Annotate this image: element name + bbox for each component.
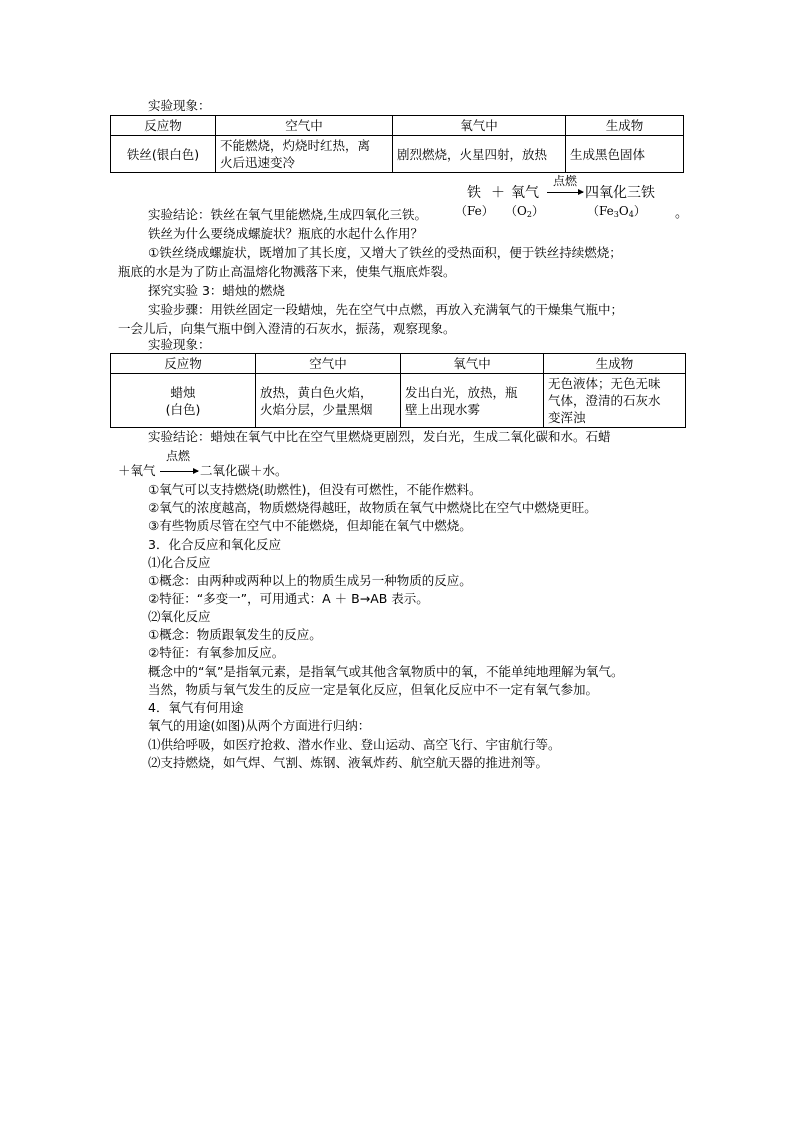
cell-line: 气体，澄清的石灰水 [548, 393, 661, 408]
subsection-combination: ⑴化合反应 [148, 555, 211, 570]
steps-line-1: 实验步骤：用铁丝固定一段蜡烛，先在空气中点燃，再放入充满氧气的干燥集气瓶中； [148, 302, 624, 317]
cell-air [216, 136, 393, 173]
concept-combination: ①概念：由两种或两种以上的物质生成另一种物质的反应。 [148, 573, 472, 588]
phenomena-label-2: 实验现象： [148, 337, 211, 352]
eq-condition: 点燃 [553, 174, 578, 188]
eq-condition: 点燃 [166, 449, 191, 463]
cell-line: 放热，黄白色火焰， [260, 384, 373, 400]
cell-line: 壁上出现水雾 [405, 401, 481, 417]
eq-start: ＋氧气 [118, 463, 156, 478]
header-product: 生成物 [544, 354, 686, 374]
oxygen-note-2: 当然，物质与氧气发生的反应一定是氧化反应，但氧化反应中不一定有氧气参加。 [148, 682, 599, 697]
cell-line: 无色液体；无色无味 [548, 376, 661, 391]
iron-wire-table [110, 115, 684, 173]
eq-plus: ＋ [491, 185, 505, 201]
eq-arrow [160, 471, 198, 472]
header-oxygen: 氧气中 [393, 116, 566, 136]
oxygen-note-1: 概念中的“氧”是指氧元素，是指氧气或其他含氧物质中的氧，不能单纯地理解为氧气。 [148, 664, 624, 679]
phenomena-label: 实验现象： [148, 98, 211, 113]
candle-equation [118, 447, 418, 478]
eq-product: 四氧化三铁 [585, 185, 655, 201]
cell-line: 蜡烛 [170, 384, 196, 400]
eq-iron: 铁 [467, 185, 481, 201]
answer-line-1: ①铁丝绕成螺旋状，既增加了其长度，又增大了铁丝的受热面积，便于铁丝持续燃烧； [148, 245, 622, 260]
cell-line: (白色) [165, 401, 201, 417]
header-product: 生成物 [566, 116, 684, 136]
answer-line-2: 瓶底的水是为了防止高温熔化物溅落下来，使集气瓶底炸裂。 [118, 264, 456, 279]
question-iron: 铁丝为什么要绕成螺旋状？瓶底的水起什么作用？ [148, 226, 424, 241]
header-air: 空气中 [216, 116, 393, 136]
table-header-row [111, 116, 684, 136]
experiment-3-title: 探究实验 3：蜡烛的燃烧 [148, 283, 285, 298]
note-2: ②氧气的浓度越高，物质燃烧得越旺，故物质在氧气中燃烧比在空气中燃烧更旺。 [148, 500, 597, 515]
eq-fe-formula: （Fe） [455, 204, 494, 218]
eq-oxygen: 氧气 [511, 185, 539, 201]
conclusion-candle: 实验结论：蜡烛在氧气中比在空气里燃烧更剧烈，发白光，生成二氧化碳和水。石蜡 [148, 429, 611, 444]
note-1: ①氧气可以支持燃烧(助燃性)，但没有可燃性，不能作燃料。 [148, 482, 482, 497]
section-4-title: 4．氧气有何用途 [148, 700, 244, 715]
note-3: ③有些物质尽管在空气中不能燃烧，但却能在氧气中燃烧。 [148, 518, 472, 533]
cell-line: 变浑浊 [548, 410, 586, 425]
conclusion-iron: 实验结论：铁丝在氧气里能燃烧,生成四氧化三铁。 [148, 207, 427, 222]
cell-product [544, 374, 686, 428]
feature-combination: ②特征：“多变一”，可用通式：A ＋ B→AB 表示。 [148, 591, 429, 606]
cell-air-line: 不能燃烧，灼烧时红热，离 [220, 138, 371, 153]
cell-product: 生成黑色固体 [566, 136, 684, 173]
eq-period: 。 [675, 206, 689, 221]
cell-oxygen [401, 374, 544, 428]
cell-reactant: 铁丝(银白色) [111, 136, 216, 173]
eq-o2-formula: $(O_2)$ [505, 204, 544, 219]
eq-end: 二氧化碳＋水。 [200, 463, 288, 478]
use-breathing: ⑴供给呼吸，如医疗抢救、潜水作业、登山运动、高空飞行、宇宙航行等。 [148, 737, 561, 752]
cell-air [256, 374, 401, 428]
cell-oxygen: 剧烈燃烧，火星四射，放热 [393, 136, 566, 173]
eq-arrow [547, 192, 583, 193]
header-reactant: 反应物 [111, 116, 216, 136]
header-air: 空气中 [256, 354, 401, 374]
table-header-row [111, 354, 686, 374]
feature-oxidation: ②特征：有氧参加反应。 [148, 645, 285, 660]
cell-line: 火焰分层，少量黑烟 [260, 401, 373, 417]
cell-air-line: 火后迅速变冷 [220, 155, 296, 170]
steps-line-2: 一会儿后，向集气瓶中倒入澄清的石灰水，振荡，观察现象。 [118, 321, 456, 336]
header-oxygen: 氧气中 [401, 354, 544, 374]
cell-reactant [111, 374, 256, 428]
eq-product-formula: $(Fe_3O_4)$ [587, 204, 646, 219]
header-reactant: 反应物 [111, 354, 256, 374]
section-3-title: 3．化合反应和氧化反应 [148, 537, 281, 552]
concept-oxidation: ①概念：物质跟氧发生的反应。 [148, 627, 322, 642]
table-row [111, 374, 686, 428]
table-row [111, 136, 684, 173]
iron-combustion-equation [455, 174, 695, 221]
uses-intro: 氧气的用途(如图)从两个方面进行归纳： [148, 718, 371, 733]
subsection-oxidation: ⑵氧化反应 [148, 609, 211, 624]
use-combustion: ⑵支持燃烧，如气焊、气割、炼钢、液氧炸药、航空航天器的推进剂等。 [148, 755, 549, 770]
cell-line: 发出白光，放热，瓶 [405, 384, 518, 400]
candle-table [110, 353, 686, 428]
